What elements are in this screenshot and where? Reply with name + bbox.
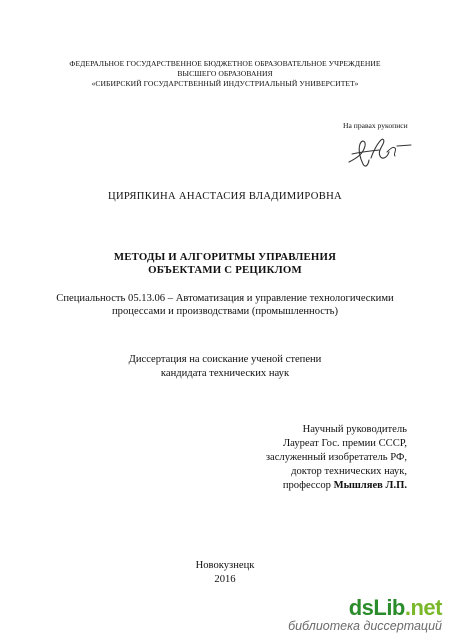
supervisor-award: Лауреат Гос. премии СССР,: [282, 438, 407, 449]
supervisor-name-line: [283, 480, 407, 491]
signature-image: [343, 132, 415, 172]
supervisor-degree: доктор технических наук,: [291, 466, 407, 477]
dslib-logo: [288, 597, 442, 619]
supervisor-title-inventor: заслуженный изобретатель РФ,: [265, 452, 407, 463]
dslib-brand-domain: .net: [404, 595, 442, 620]
supervisor-label: Научный руководитель: [302, 424, 407, 435]
dissertation-title-line-1: МЕТОДЫ И АЛГОРИТМЫ УПРАВЛЕНИЯ: [113, 251, 337, 263]
dslib-caption: библиотека диссертаций: [288, 619, 442, 633]
dslib-brand-name: dsLib: [348, 595, 405, 620]
dslib-watermark: [288, 597, 442, 633]
supervisor-name: Мышляев Л.П.: [333, 480, 407, 491]
institution-line-2: ВЫСШЕГО ОБРАЗОВАНИЯ: [177, 69, 273, 78]
degree-line-1: Диссертация на соискание ученой степени: [128, 354, 322, 365]
degree-line-2: кандидата технических наук: [160, 368, 290, 379]
specialty-line-2: процессами и производствами (промышленность): [112, 306, 338, 317]
institution-line-1: ФЕДЕРАЛЬНОЕ ГОСУДАРСТВЕННОЕ БЮДЖЕТНОЕ ОБРАЗОВАТЕЛЬНОЕ УЧРЕЖДЕНИЕ: [69, 59, 381, 68]
supervisor-rank: профессор: [282, 480, 331, 491]
city: Новокузнецк: [195, 560, 255, 571]
specialty-line-1: Специальность 05.13.06 – Автоматизация и управление технологическими: [56, 293, 394, 304]
year: 2016: [214, 574, 236, 585]
dissertation-title-line-2: ОБЪЕКТАМИ С РЕЦИКЛОМ: [148, 264, 302, 276]
institution-line-3: «СИБИРСКИЙ ГОСУДАРСТВЕННЫЙ ИНДУСТРИАЛЬНЫЙ УНИВЕРСИТЕТ»: [91, 79, 359, 88]
manuscript-rights-note: На правах рукописи: [343, 121, 408, 130]
author-name: ЦИРЯПКИНА АНАСТАСИЯ ВЛАДИМИРОВНА: [108, 191, 342, 202]
